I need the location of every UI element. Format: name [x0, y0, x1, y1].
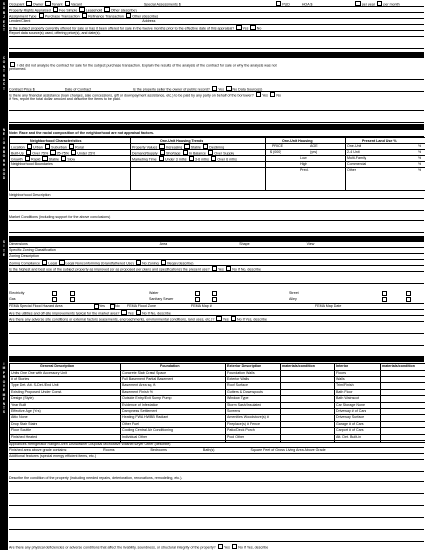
land-use-other: Other — [347, 168, 356, 172]
legal-label: Legal — [48, 261, 58, 266]
deficiency-yes-checkbox[interactable] — [218, 544, 223, 549]
deficiency-no-checkbox[interactable] — [232, 544, 237, 549]
age-header: AGE — [310, 144, 318, 148]
location-label: Location — [11, 145, 25, 150]
values-stable-checkbox[interactable] — [184, 144, 189, 149]
general-item: Finished Heated — [11, 434, 38, 439]
declining-checkbox[interactable] — [203, 144, 208, 149]
electricity-other-checkbox[interactable] — [70, 291, 75, 296]
foundation-item: Concrete Slab Crawl Space — [122, 370, 167, 375]
hbu-if-no-label: If No, describe — [237, 267, 262, 272]
pct-sign: % — [418, 162, 422, 166]
land-use-2-4-unit: 2-4 Unit — [347, 150, 360, 154]
shortage-label: Shortage — [165, 151, 181, 156]
rapid-label: Rapid — [30, 157, 41, 162]
interior-item: Garage # of Cars — [336, 421, 364, 426]
appliances-label: Appliances Refrigerator Range/Oven Dishwasher Disposal Microwave Washer/Dryer Other (describe) — [9, 442, 171, 446]
sidebar-letter: U — [2, 6, 6, 11]
sidebar-improvements — [0, 362, 8, 415]
foundation-item: Full Basement Partial Basement — [122, 376, 174, 381]
deficiency-row — [9, 544, 424, 550]
zoning-desc-label: Zoning Description — [9, 254, 39, 258]
zoning-desc-row — [9, 254, 424, 258]
typical-utilities-question: Are the utilities and off-site improvements typical for the market area? — [9, 311, 120, 316]
trend-row-values — [132, 144, 224, 150]
financial-assistance-question: Is there any financial assistance (loan charges, sale concessions, gift or downpayment assistance, etc.) to be paid by any party on behalf of the borrower? — [9, 93, 254, 98]
offered-question: Is the subject property currently offered for sale or has it been offered for sale in the twelve months prior to the effective date of this appraisal? — [9, 26, 235, 31]
general-item: Design (Style) — [11, 396, 34, 401]
gas-other-checkbox[interactable] — [70, 297, 75, 302]
interior-item: Walls — [336, 376, 345, 381]
fema-map-date-label: FEMA Map Date — [315, 304, 342, 308]
street-private-checkbox[interactable] — [406, 291, 411, 296]
over6-checkbox[interactable] — [211, 156, 216, 161]
race-note — [9, 131, 424, 135]
race-note-text: Note: Race and the racial composition of the neighborhood are not appraisal factors. — [9, 131, 154, 135]
alley-public-checkbox[interactable] — [382, 297, 387, 302]
foundation-item: Other Fuel — [122, 421, 139, 426]
sidebar-letter: B — [2, 150, 6, 155]
urban-checkbox[interactable] — [27, 144, 32, 149]
demand-supply-label: Demand/Supply — [132, 151, 158, 156]
deficiency-no-label: No — [238, 545, 243, 550]
general-item: Drop Stair Stairs — [11, 421, 38, 426]
section-sidebar — [0, 0, 8, 550]
section-divider-band — [9, 124, 424, 130]
increasing-checkbox[interactable] — [159, 144, 164, 149]
sidebar-letter: R — [2, 158, 6, 163]
marketing-time-label: Marketing Time — [132, 157, 157, 162]
shortage-checkbox[interactable] — [160, 150, 165, 155]
contract-date-label: Date of Contract — [64, 87, 91, 92]
exterior-item: Gutters & Downspouts — [227, 389, 263, 394]
sidebar-letter: E — [2, 19, 6, 24]
sidebar-letter: T — [3, 248, 5, 253]
no-zoning-label: No Zoning — [142, 261, 159, 266]
offered-no-label: No — [256, 26, 262, 31]
sewer-label: Sanitary Sewer — [149, 297, 174, 301]
vacant-label: Vacant — [70, 2, 82, 7]
interior-item: Carport # of Cars — [336, 428, 364, 433]
pud-label: PUD — [282, 2, 290, 7]
hbu-no-label: No — [232, 267, 237, 272]
zoning-class-label: Specific Zoning Classification — [9, 248, 56, 252]
sidebar-letter: M — [2, 366, 6, 371]
sewer-public-checkbox[interactable] — [195, 297, 200, 302]
price-units: $ (000) — [270, 150, 282, 154]
street-label: Street — [289, 291, 299, 295]
sidebar-letter: O — [2, 172, 6, 177]
adverse-if-yes-label: If Yes, describe — [242, 317, 267, 322]
sidebar-letter: I — [3, 362, 5, 366]
gas-row — [9, 297, 424, 302]
fema-yes-label: Yes — [99, 304, 105, 308]
highest-best-use-question: Is the highest and best use of the subject property as improved (or as proposed per plans and specifications) the present use? — [9, 267, 210, 272]
sidebar-letter: G — [2, 141, 6, 146]
form-content — [9, 0, 424, 550]
general-item: Attic None — [11, 415, 28, 420]
interior-item: Bath Floor — [336, 389, 353, 394]
finished-area-row — [9, 448, 424, 452]
25-75-label: 25-75% — [56, 151, 69, 156]
exterior-item: Fireplace(s) # Fence — [227, 421, 260, 426]
sidebar-letter: N — [2, 64, 6, 69]
land-use-header: Present Land Use % — [362, 139, 397, 143]
data-sources-label: Data Source(s) — [238, 87, 263, 92]
in-balance-label: In Balance — [188, 151, 206, 156]
fema-zone-label: FEMA Flood Zone — [127, 304, 156, 308]
electricity-label: Electricity — [9, 291, 25, 295]
occupant-label: Occupant — [9, 2, 25, 7]
sidebar-letter: V — [2, 384, 6, 389]
general-item: Year Built — [11, 402, 27, 407]
baths-label: Bath(s) — [202, 448, 215, 452]
boundaries-label: Neighborhood Boundaries — [11, 162, 53, 166]
land-use-one-unit: One-Unit — [347, 144, 362, 148]
sidebar-letter: C — [2, 56, 6, 60]
fema-map-label: FEMA Map # — [191, 304, 212, 308]
foundation-item: Heating FWA HWBB Radiant — [122, 415, 169, 420]
rooms-label: Rooms — [103, 448, 115, 452]
exterior-item: Amenities Woodstove(s) # — [227, 415, 269, 420]
sidebar-letter: S — [2, 2, 6, 6]
interior-item: Driveway # of Cars — [336, 408, 367, 413]
bedrooms-label: Bedrooms — [150, 448, 167, 452]
rural-label: Rural — [75, 145, 84, 150]
general-item: Existing Proposed Under Const. — [11, 389, 63, 394]
declining-label: Declining — [209, 145, 225, 150]
contract-performed-row — [9, 67, 424, 71]
sidebar-letter: E — [2, 397, 6, 402]
dimensions-label: Dimensions — [9, 242, 28, 246]
sidebar-letter: S — [2, 410, 6, 415]
suburban-label: Suburban — [51, 145, 67, 150]
purchase-label: Purchase Transaction — [44, 14, 80, 19]
fema-no-label: No — [115, 304, 120, 308]
deficiency-question: Are there any physical deficiencies or adverse conditions that affect the livability, soundness, or structural integrity of the property? — [9, 545, 216, 550]
stable-checkbox[interactable] — [42, 156, 47, 161]
over-supply-checkbox[interactable] — [208, 150, 213, 155]
water-other-checkbox[interactable] — [212, 291, 217, 296]
market-conditions-label: Market Conditions (including support for the above conclusions) — [9, 215, 111, 219]
property-values-label: Property Values — [132, 145, 158, 150]
lender-label: Lender/Client — [9, 19, 31, 23]
general-item: Effective Age (Yrs) — [11, 408, 41, 413]
exterior-item: Window Type — [227, 396, 249, 401]
sidebar-letter: P — [2, 370, 6, 375]
under3-checkbox[interactable] — [159, 156, 164, 161]
fee-simple-label: Fee Simple — [59, 8, 78, 13]
exterior-item: Patio/Deck Porch — [227, 428, 255, 433]
sidebar-contract — [0, 56, 8, 91]
sidebar-letter: R — [2, 73, 6, 78]
sidebar-letter: S — [2, 240, 6, 244]
sidebar-letter: E — [2, 253, 6, 258]
exterior-item: Pool Other — [227, 434, 245, 439]
builtup-label: Built-Up — [11, 151, 24, 156]
legal-nonconforming-label: Legal Nonconforming (Grandfathered Use) — [65, 261, 134, 266]
special-assessments-label: Special Assessments $ — [143, 2, 181, 7]
pct-sign: % — [418, 168, 422, 172]
under25-checkbox[interactable] — [71, 150, 76, 155]
assistance-yes-label: Yes — [262, 93, 268, 98]
sidebar-letter: O — [2, 154, 6, 159]
rights-other-label: Other (describe) — [110, 8, 137, 13]
typical-no-label: No — [142, 311, 147, 316]
exterior-materials-header: materials/condition — [282, 364, 315, 368]
exterior-item: Screens — [227, 408, 241, 413]
water-public-checkbox[interactable] — [195, 291, 200, 296]
neighborhood-characteristics-header: Neighborhood Characteristics — [30, 139, 82, 143]
trend-row-marketing — [132, 156, 237, 162]
pct-sign: % — [418, 156, 422, 160]
pct-sign: % — [418, 144, 422, 148]
sidebar-letter: B — [2, 10, 6, 15]
over6-label: Over 6 mths — [217, 157, 237, 162]
per-month-label: per month — [383, 2, 400, 7]
increasing-label: Increasing — [165, 145, 183, 150]
rapid-checkbox[interactable] — [25, 156, 30, 161]
deficiency-yes-label: Yes — [224, 545, 230, 550]
builtup-row — [11, 150, 95, 156]
alley-private-checkbox[interactable] — [406, 297, 411, 302]
condition-label: Describe the condition of the property (including needed repairs, deterioration, renovations, remodeling, etc.). — [9, 476, 183, 480]
slow-label: Slow — [67, 157, 76, 162]
age-units: (yrs) — [310, 150, 318, 154]
exterior-item: Exterior Walls — [227, 376, 250, 381]
sidebar-letter: J — [3, 15, 5, 20]
sidebar-letter: A — [2, 78, 6, 83]
per-year-label: per year — [361, 2, 375, 7]
contract-analysis-text: I did did not analyze the contract for sale for the subject purchase transaction. Explain the results of the analysis of the contract for sale or why the analysis was not — [17, 63, 277, 68]
under25-label: Under 25% — [77, 151, 96, 156]
report-sources-label: Report data source(s) used, offering price(s), and date(s). — [9, 31, 101, 35]
street-public-checkbox[interactable] — [382, 291, 387, 296]
sidebar-letter: I — [3, 136, 5, 141]
contract-performed-text: performed. — [9, 67, 27, 71]
section-divider-band — [9, 356, 424, 362]
pct-sign: % — [418, 150, 422, 154]
typical-if-no-label: If No, describe — [147, 311, 171, 316]
foundation-item: Individual Other — [122, 434, 148, 439]
location-row — [11, 144, 84, 150]
rural-checkbox[interactable] — [69, 144, 74, 149]
exterior-item: Storm Sash/Insulated — [227, 402, 262, 407]
3-6-checkbox[interactable] — [189, 156, 194, 161]
sidebar-letter: C — [2, 24, 6, 29]
interior-item: Att. Det. Built-in — [336, 434, 361, 439]
electricity-public-checkbox[interactable] — [52, 291, 57, 296]
adverse-site-question: Are there any adverse site conditions or external factors (easements, encroachments, environmental conditions, land uses, etc.)? — [9, 317, 215, 322]
appliances-row — [9, 442, 424, 446]
lender-row — [9, 19, 424, 23]
sidebar-letter: E — [2, 388, 6, 393]
neighborhood-table — [9, 137, 425, 191]
financial-assistance-row-2 — [9, 97, 424, 101]
sidebar-letter: D — [2, 176, 6, 181]
growth-row — [11, 156, 75, 162]
exterior-header: Exterior Description — [227, 364, 262, 368]
condition-row — [9, 476, 424, 480]
electricity-row — [9, 291, 424, 296]
seller-owner-question: Is the property seller the owner of public record? — [132, 87, 210, 92]
sidebar-letter: C — [2, 82, 6, 87]
sidebar-letter: O — [2, 167, 6, 172]
seller-no-label: No — [232, 87, 238, 92]
contract-price-label: Contract Price $ — [9, 87, 35, 92]
land-use-multi-family: Multi-Family — [347, 156, 367, 160]
offered-yes-label: Yes — [242, 26, 249, 31]
assignment-type-label: Assignment Type — [9, 14, 37, 19]
pred-label: Pred. — [300, 168, 309, 172]
sidebar-letter: T — [3, 28, 5, 33]
property-rights-label: Property Rights Appraised — [9, 8, 51, 13]
foundation-item: Dampness Settlement — [122, 408, 158, 413]
general-item: Units One One with Accessory Unit — [11, 370, 67, 375]
sidebar-letter: T — [3, 86, 5, 91]
high-label: High — [300, 162, 308, 166]
foundation-item: Basement Area sq. ft. — [122, 383, 157, 388]
sidebar-letter: E — [2, 132, 6, 137]
zoning-compliance-label: Zoning Compliance — [9, 261, 40, 266]
hbu-yes-label: Yes — [217, 267, 224, 272]
deficiency-if-yes-label: If Yes, describe — [243, 545, 269, 550]
trend-row-demand — [132, 150, 234, 156]
finished-area-label: Finished area above grade contains: — [9, 448, 68, 452]
adverse-yes-label: Yes — [222, 317, 229, 322]
sidebar-neighborhood — [0, 128, 8, 181]
additional-features-row — [9, 454, 424, 458]
under3-label: Under 3 mths — [164, 157, 187, 162]
interior-item: Floors — [336, 370, 346, 375]
suburban-checkbox[interactable] — [45, 144, 50, 149]
interior-item: Bath Wainscot — [336, 396, 360, 401]
foundation-item: Evidence of Infestation — [122, 402, 159, 407]
adverse-no-label: No — [237, 317, 242, 322]
general-item: Floor Scuttle — [11, 428, 32, 433]
exterior-item: Roof Surface — [227, 383, 248, 388]
illegal-label: Illegal (describe) — [167, 261, 194, 266]
sidebar-letter: H — [2, 163, 6, 168]
interior-header: Interior — [336, 364, 349, 368]
sidebar-letter: H — [2, 145, 6, 150]
shape-label: Shape — [239, 242, 250, 246]
refinance-label: Refinance Transaction — [88, 14, 124, 19]
over75-label: Over 75% — [32, 151, 49, 156]
owner-label: Owner — [32, 2, 44, 7]
3-6-label: 3-6 mths — [194, 157, 209, 162]
foundation-header: Foundation — [160, 364, 180, 368]
sidebar-site — [0, 240, 8, 258]
interior-item: Driveway Surface — [336, 415, 365, 420]
interior-item: Car Storage None — [336, 402, 365, 407]
additional-features-label: Additional features (special energy efficient items, etc.) — [9, 454, 97, 458]
assistance-no-label: No — [276, 93, 281, 98]
dimensions-row — [9, 242, 424, 246]
view-label: View — [306, 242, 315, 246]
over-supply-label: Over Supply — [214, 151, 235, 156]
fema-hazard-label: FEMA Special Flood Hazard Area — [9, 304, 63, 308]
sidebar-letter: N — [2, 128, 6, 132]
stable-label: Stable — [48, 157, 59, 162]
sidebar-subject — [0, 2, 8, 33]
sidebar-letter: R — [2, 375, 6, 380]
interior-materials-header: materials/condition — [382, 364, 415, 368]
sidebar-letter: I — [3, 244, 5, 249]
water-label: Water — [149, 291, 159, 295]
sewer-other-checkbox[interactable] — [212, 297, 217, 302]
foundation-item: Basement Finish % — [122, 389, 153, 394]
gas-public-checkbox[interactable] — [52, 297, 57, 302]
25-75-checkbox[interactable] — [50, 150, 55, 155]
hoa-label: HOA $ — [301, 2, 313, 7]
typical-yes-label: Yes — [127, 311, 134, 316]
general-item: Type Det. Att. S-Det./End Unit — [11, 383, 59, 388]
address-label: Address — [142, 19, 156, 23]
improvements-table — [9, 363, 425, 443]
sidebar-letter: N — [2, 401, 6, 406]
land-use-commercial: Commercial — [347, 162, 367, 166]
price-header: PRICE — [272, 144, 283, 148]
housing-trends-header: One-Unit Housing Trends — [160, 139, 204, 143]
area-label: Area — [159, 242, 168, 246]
general-description-header: General Description — [40, 364, 75, 368]
gas-label: Gas — [9, 297, 16, 301]
assignment-other-label: Other (describe) — [132, 14, 159, 19]
urban-label: Urban — [32, 145, 43, 150]
foundation-item: Cooling Central Air Conditioning — [122, 428, 173, 433]
sidebar-letter: M — [2, 392, 6, 397]
one-unit-housing-header: One-Unit Housing — [282, 139, 313, 143]
neighborhood-description-label: Neighborhood Description — [9, 193, 51, 197]
report-sources-row — [9, 31, 424, 35]
sidebar-letter: T — [3, 69, 5, 74]
sidebar-letter: O — [2, 60, 6, 65]
sidebar-letter: O — [2, 379, 6, 384]
tenant-label: Tenant — [51, 2, 63, 7]
foundation-item: Outside Entry/Exit Sump Pump — [122, 396, 172, 401]
over75-checkbox[interactable] — [26, 150, 31, 155]
values-stable-label: Stable — [190, 145, 201, 150]
neighborhood-description-row — [9, 193, 424, 197]
interior-item: Trim/Finish — [336, 383, 354, 388]
gla-label: Square Feet of Gross Living Area Above Grade — [250, 448, 326, 452]
slow-checkbox[interactable] — [61, 156, 66, 161]
alley-label: Alley — [289, 297, 297, 301]
leasehold-label: Leasehold — [85, 8, 103, 13]
low-label: Low — [300, 156, 307, 160]
financial-assistance-detail: If Yes, report the total dollar amount and describe the items to be paid. — [9, 97, 121, 101]
in-balance-checkbox[interactable] — [183, 150, 188, 155]
seller-yes-label: Yes — [218, 87, 225, 92]
market-conditions-row — [9, 215, 424, 219]
growth-label: Growth — [11, 157, 23, 162]
sidebar-letter: T — [3, 406, 5, 411]
general-item: # of Stories — [11, 376, 30, 381]
exterior-item: Foundation Walls — [227, 370, 255, 375]
section-divider-band — [9, 52, 424, 58]
zoning-class-row — [9, 248, 424, 252]
